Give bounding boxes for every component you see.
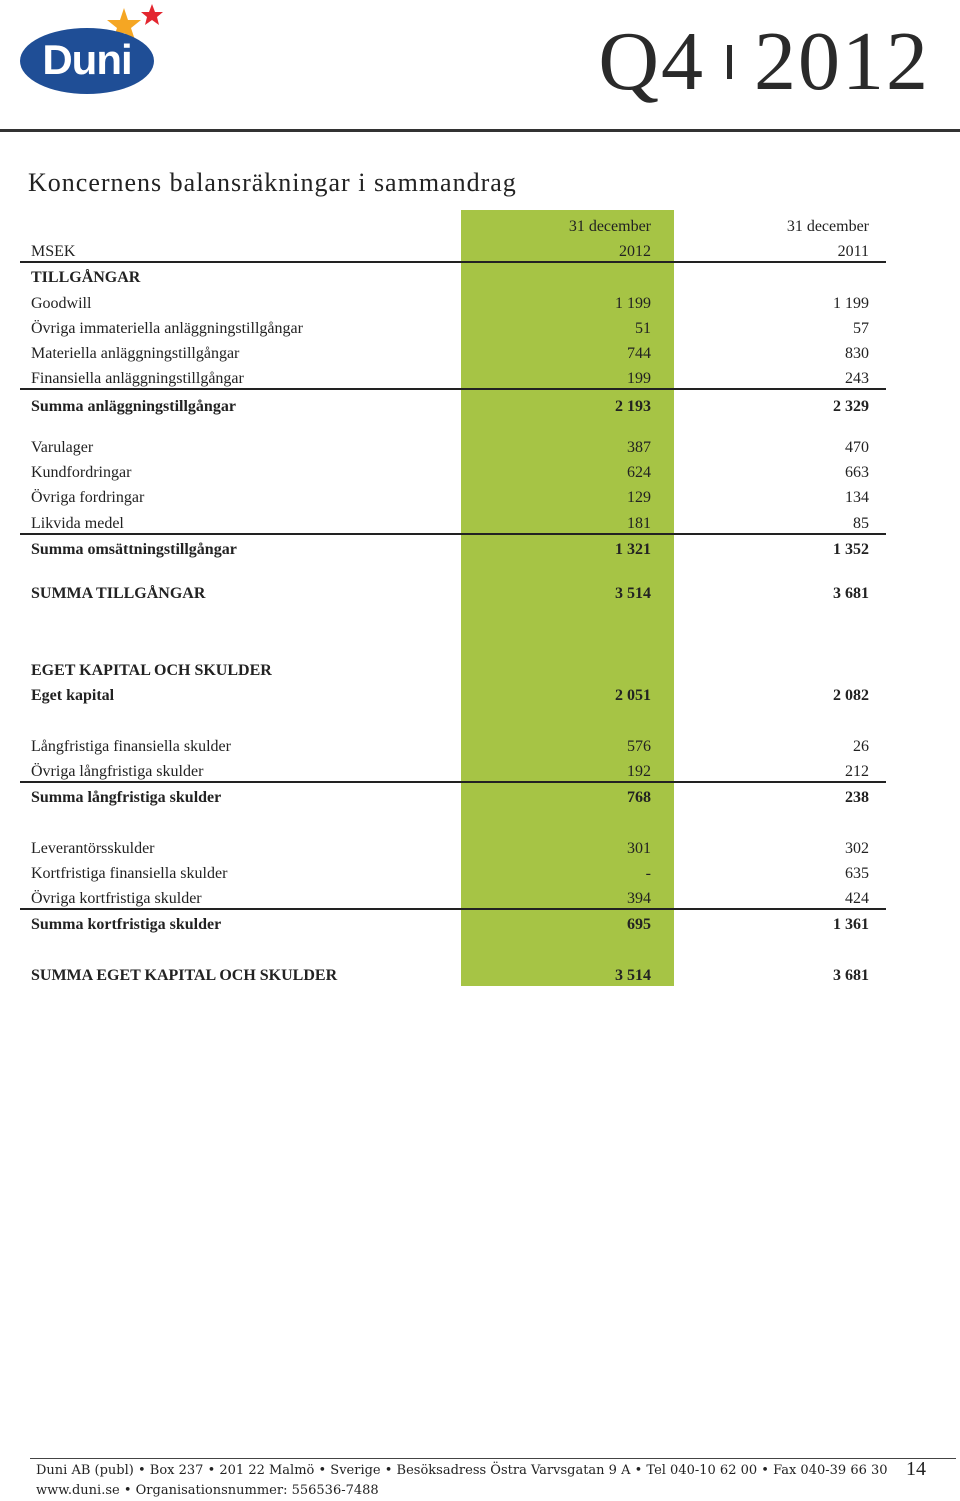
table-row-total: Summa kortfristiga skulder 695 1 361 bbox=[31, 916, 869, 933]
table-row-total: Summa omsättningstillgångar 1 321 1 352 bbox=[31, 541, 869, 558]
col2-date-label: 31 december bbox=[786, 218, 869, 235]
period-separator bbox=[727, 45, 732, 79]
table-row: Kortfristiga finansiella skulder - 635 bbox=[31, 865, 869, 882]
table-row: Övriga kortfristiga skulder 394 424 bbox=[31, 890, 869, 907]
unit-label: MSEK bbox=[31, 243, 76, 260]
table-row: Finansiella anläggningstillgångar 199 243 bbox=[31, 370, 869, 387]
table-row-grand-total: SUMMA EGET KAPITAL OCH SKULDER 3 514 3 681 bbox=[31, 967, 869, 984]
table-row: Övriga fordringar 129 134 bbox=[31, 489, 869, 506]
table-row: Likvida medel 181 85 bbox=[31, 515, 869, 532]
header-rule bbox=[0, 129, 960, 132]
table-row-total: Summa långfristiga skulder 768 238 bbox=[31, 789, 869, 806]
table-row: EGET KAPITAL OCH SKULDER bbox=[31, 662, 272, 679]
footer-address: Duni AB (publ) • Box 237 • 201 22 Malmö • Sverige • Besöksadress Östra Varvsgatan 9 A • Tel 040-10 62 00 • Fax 040-39 66 30 bbox=[36, 1463, 888, 1478]
table-row: TILLGÅNGAR bbox=[31, 269, 141, 286]
logo-wordmark: Duni bbox=[20, 28, 154, 94]
header-underline bbox=[20, 261, 886, 263]
table-row: Leverantörsskulder 301 302 bbox=[31, 840, 869, 857]
table-row: Övriga immateriella anläggningstillgångar 51 57 bbox=[31, 320, 869, 337]
footer-website: www.duni.se • Organisationsnummer: 556536-7488 bbox=[36, 1483, 379, 1498]
col1-year-label: 2012 bbox=[619, 243, 651, 260]
duni-logo bbox=[16, 2, 166, 97]
table-row-total: Summa anläggningstillgångar 2 193 2 329 bbox=[31, 398, 869, 415]
page-number: 14 bbox=[906, 1458, 926, 1480]
row-rule bbox=[20, 781, 886, 783]
table-row: Övriga långfristiga skulder 192 212 bbox=[31, 763, 869, 780]
row-rule bbox=[20, 533, 886, 535]
table-row: Kundfordringar 624 663 bbox=[31, 464, 869, 481]
page-title: Koncernens balansräkningar i sammandrag bbox=[28, 168, 517, 197]
table-row: Långfristiga finansiella skulder 576 26 bbox=[31, 738, 869, 755]
table-row: Goodwill 1 199 1 199 bbox=[31, 295, 869, 312]
col1-date-label: 31 december bbox=[568, 218, 651, 235]
table-row: Varulager 387 470 bbox=[31, 439, 869, 456]
quarter-label: Q4 bbox=[598, 15, 705, 108]
table-row: Materiella anläggningstillgångar 744 830 bbox=[31, 345, 869, 362]
row-rule bbox=[20, 908, 886, 910]
year-label: 2012 bbox=[754, 15, 930, 108]
report-period bbox=[598, 15, 930, 108]
row-rule bbox=[20, 388, 886, 390]
table-row-grand-total: SUMMA TILLGÅNGAR 3 514 3 681 bbox=[31, 585, 869, 602]
footer-rule bbox=[30, 1458, 956, 1459]
table-row: Eget kapital 2 051 2 082 bbox=[31, 687, 869, 704]
column-header-dates bbox=[20, 214, 886, 239]
col2-year-label: 2011 bbox=[837, 243, 869, 260]
